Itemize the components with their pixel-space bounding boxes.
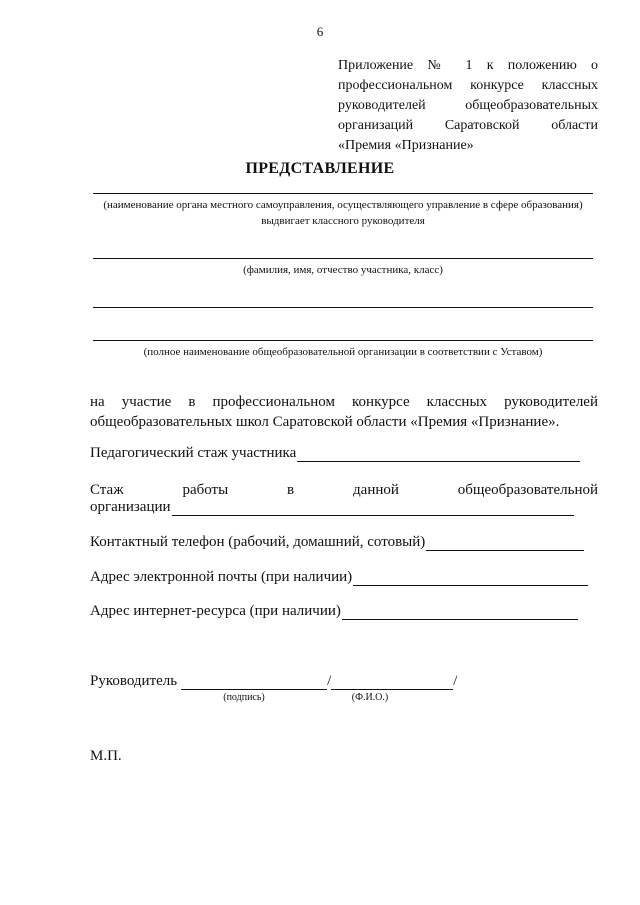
appendix-line: руководителей общеобразовательных [338,98,598,113]
appendix-line: профессиональном конкурсе классных [338,78,598,93]
ped-experience-blank[interactable] [297,447,580,462]
work-experience-blank[interactable] [172,501,574,516]
signature-row [90,672,462,690]
appendix-line: организаций Саратовской области [338,118,598,133]
website-label: Адрес интернет-ресурса (при наличии) [90,603,341,619]
page-number: 6 [316,24,324,39]
participant-caption: (фамилия, имя, отчество участника, класс) [243,264,443,276]
website-field [90,602,578,620]
signature-blank[interactable] [181,675,327,690]
school-blank-line-2[interactable] [93,340,593,341]
phone-blank[interactable] [426,536,584,551]
website-blank[interactable] [342,605,578,620]
name-blank[interactable] [331,675,453,690]
appendix-line: «Премия «Признание» [338,138,474,153]
participation-line: общеобразовательных школ Саратовской области «Премия «Признание». [90,414,560,430]
work-experience-text: Стаж работы в данной общеобразовательной [90,482,598,498]
email-field [90,568,588,586]
document-title: ПРЕДСТАВЛЕНИЕ [245,160,395,177]
work-experience-label-line1 [90,480,598,500]
organ-caption: (наименование органа местного самоуправления, осуществляющего управление в сфере образования) выдвигает классного руководителя [103,199,583,227]
organ-blank-line[interactable] [93,193,593,194]
signature-caption: (подпись) [223,692,265,703]
appendix-note [338,56,598,156]
stamp-mark: М.П. [90,748,122,764]
ped-experience-field [90,444,580,462]
appendix-line: Приложение № 1 к положению о [338,58,598,73]
email-label: Адрес электронной почты (при наличии) [90,569,353,585]
participant-blank-line[interactable] [93,258,593,259]
work-experience-field [90,498,574,516]
participation-line: на участие в профессиональном конкурсе классных руководителей [90,394,598,410]
slash-separator: / [327,673,332,689]
name-caption: (Ф.И.О.) [351,692,389,703]
head-label: Руководитель [90,673,178,689]
slash-separator: / [453,673,458,689]
email-blank[interactable] [353,571,588,586]
ped-experience-label: Педагогический стаж участника [90,445,297,461]
participation-paragraph [90,392,598,432]
school-blank-line-1[interactable] [93,307,593,308]
work-experience-label: организации [90,499,171,515]
school-caption: (полное наименование общеобразовательной организации в соответствии с Уставом) [143,346,543,358]
phone-label: Контактный телефон (рабочий, домашний, сотовый) [90,534,426,550]
phone-field [90,533,584,551]
